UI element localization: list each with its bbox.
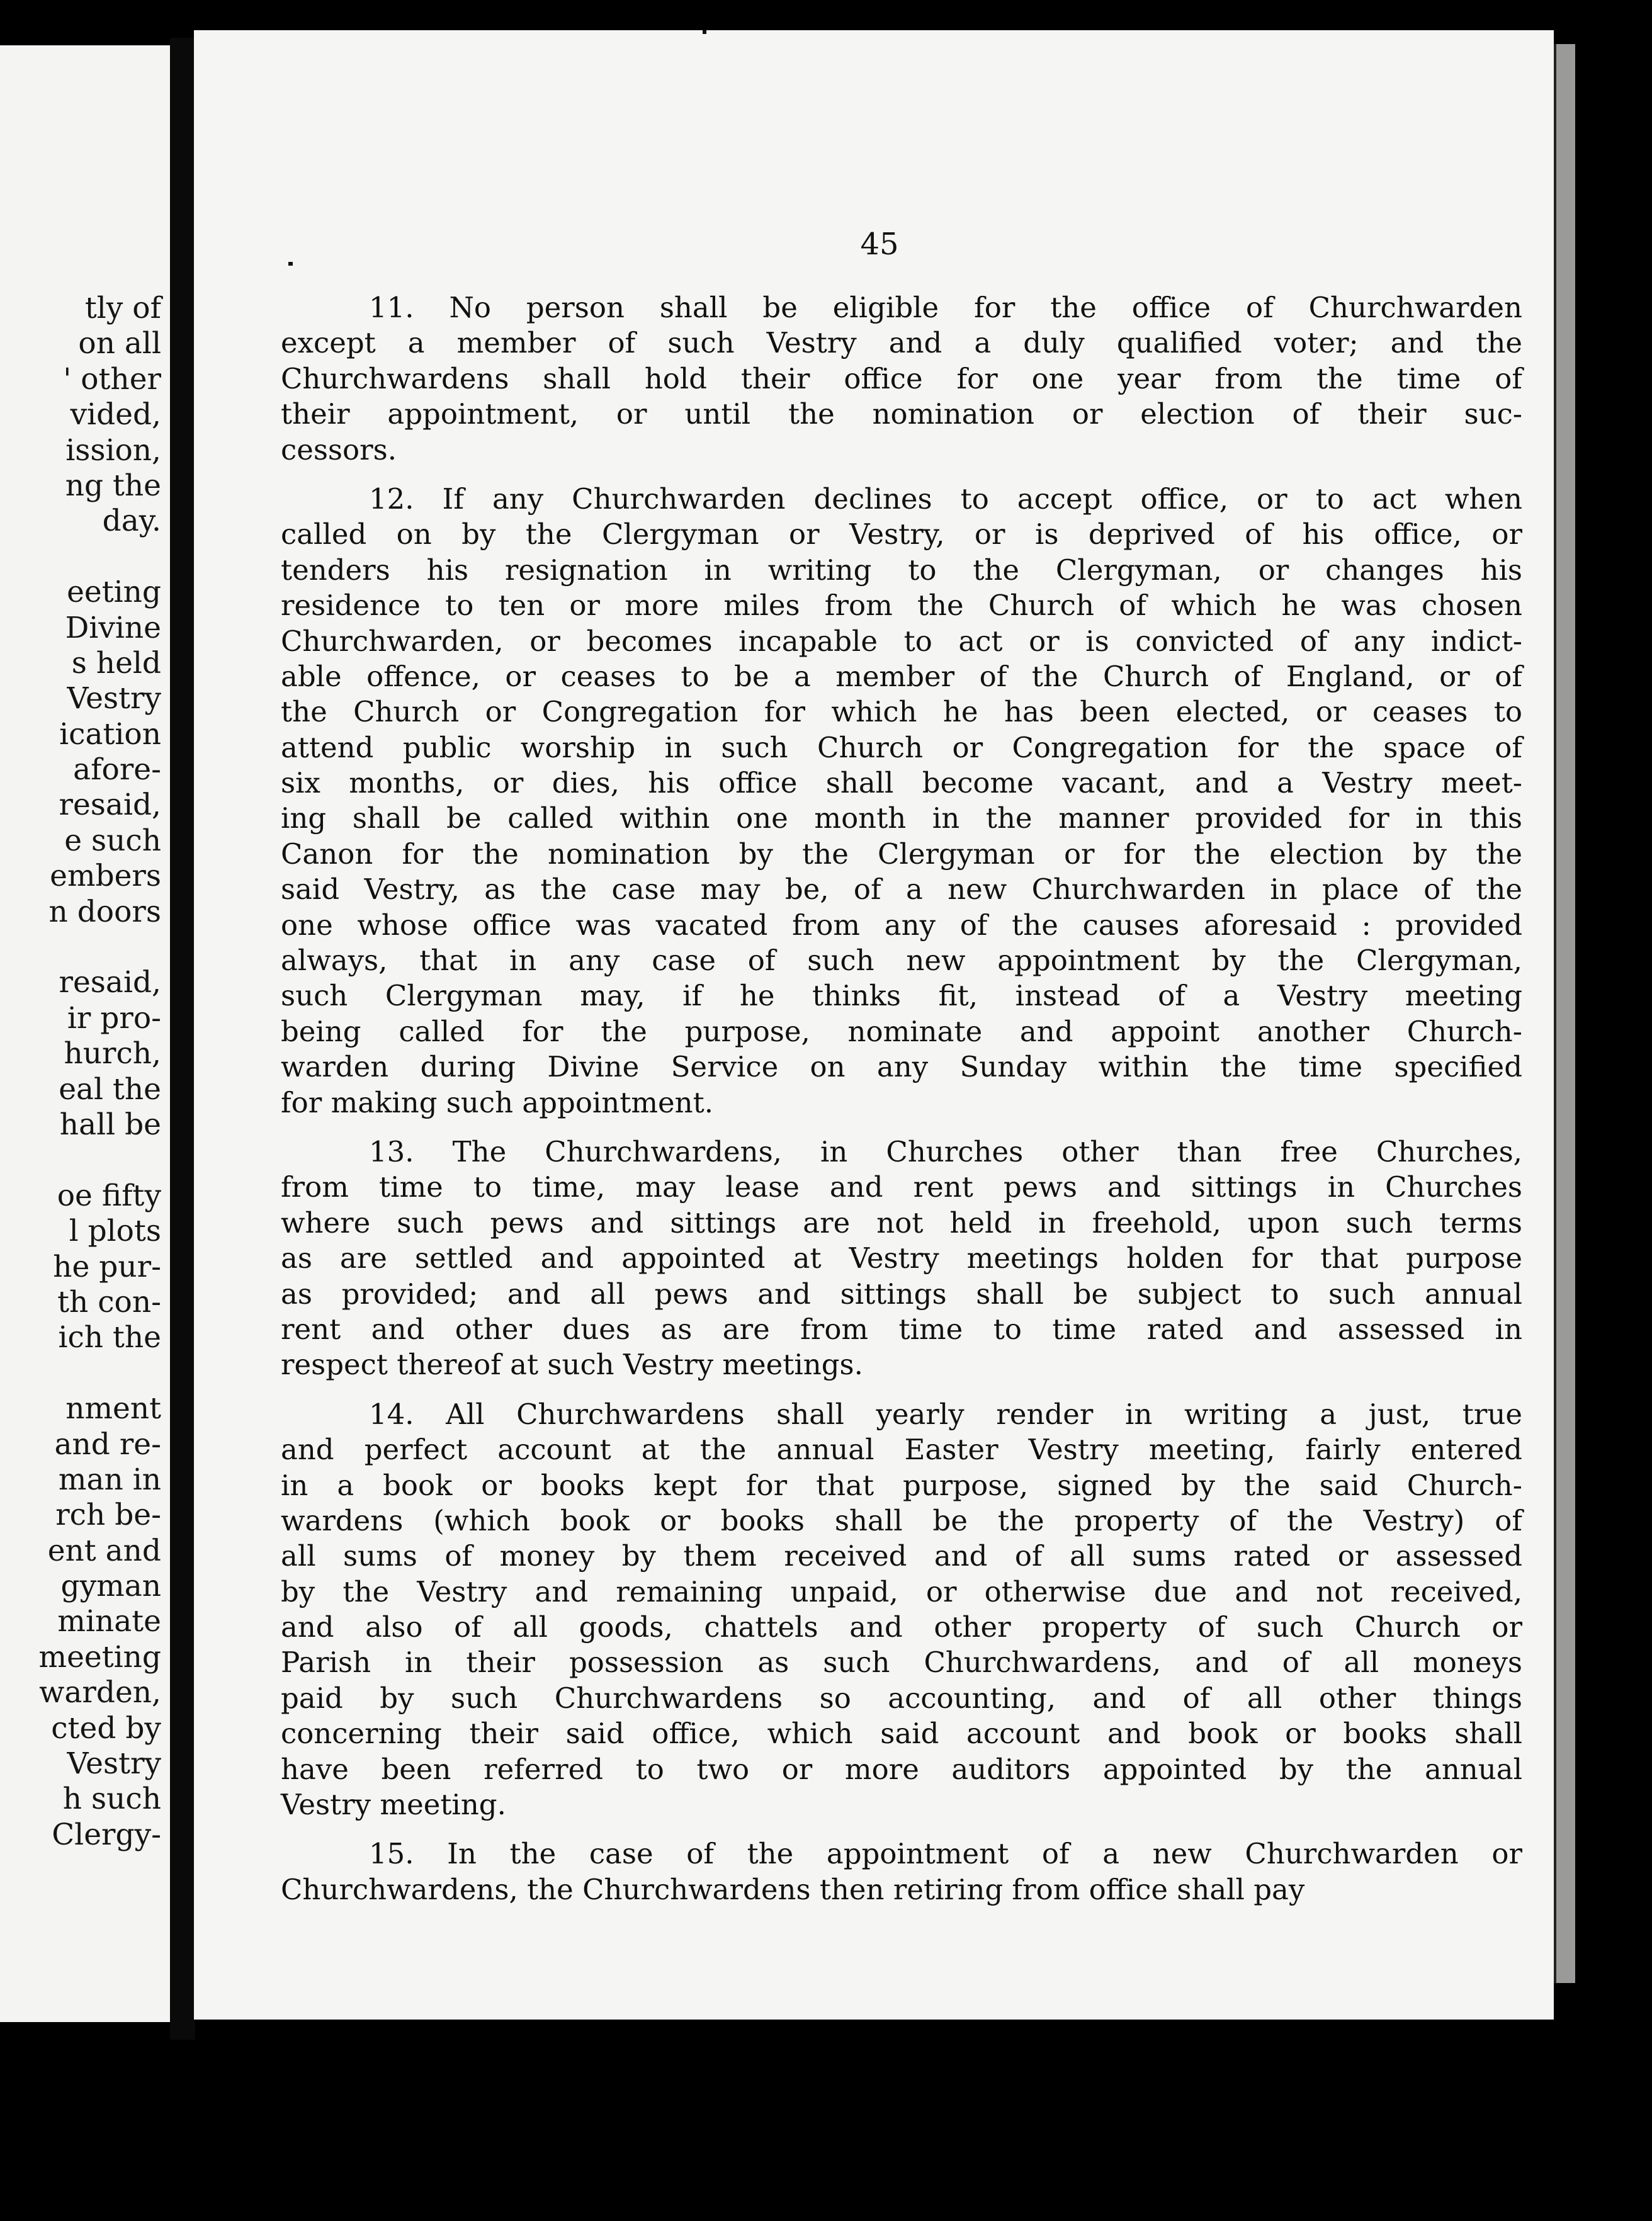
facing-page-line-text: minate: [57, 1604, 161, 1639]
facing-page-line: [0, 752, 170, 788]
text-line: 14. All Churchwardens shall yearly render in writing a just, true: [369, 1397, 1522, 1431]
facing-page-line-text: s held: [71, 645, 161, 681]
facing-page-line-text: afore-: [73, 752, 161, 788]
text-line: being called for the purpose, nominate and appoint another Church-: [281, 1014, 1522, 1048]
text-line: warden during Divine Service on any Sunday within the time specified: [281, 1050, 1522, 1084]
facing-page-line-text: Clergy-: [52, 1817, 161, 1852]
facing-page-line-text: Vestry: [67, 681, 161, 716]
facing-page-line-text: embers: [50, 859, 161, 894]
facing-page-line-text: ng the: [65, 468, 161, 503]
text-line: for making such appointment.: [281, 1085, 714, 1119]
text-line: as are settled and appointed at Vestry meetings holden for that purpose: [281, 1241, 1522, 1275]
facing-page-line: [0, 859, 170, 894]
text-line: 11. No person shall be eligible for the office of Churchwarden: [369, 291, 1522, 324]
page-45: [194, 30, 1554, 2020]
facing-page-line: [0, 1001, 170, 1036]
text-line: Parish in their possession as such Churchwardens, and of all moneys: [281, 1646, 1522, 1680]
facing-page-line: [0, 823, 170, 859]
facing-page-line-text: day.: [102, 504, 161, 539]
text-line: residence to ten or more miles from the Church of which he was chosen: [281, 589, 1522, 623]
facing-page-line-text: ission,: [65, 432, 161, 468]
facing-page-line-text: resaid,: [59, 965, 161, 1000]
canon-paragraph-14: [281, 1397, 1522, 1823]
facing-page-line-text: nment: [65, 1391, 161, 1427]
facing-page-line-text: th con-: [57, 1284, 161, 1320]
facing-page-line-text: warden,: [39, 1675, 161, 1710]
text-line: rent and other dues as are from time to time rated and assessed in: [281, 1312, 1522, 1346]
facing-page-line: [0, 1604, 170, 1639]
facing-page-line-text: gyman: [60, 1569, 161, 1604]
facing-page-line: [0, 1427, 170, 1462]
facing-page-line: [0, 1072, 170, 1107]
facing-page-line: [0, 1107, 170, 1143]
facing-page-line: [0, 1143, 170, 1178]
text-line: as provided; and all pews and sittings shall be subject to such annual: [281, 1277, 1522, 1311]
facing-page-line: [0, 1534, 170, 1569]
facing-page-line-text: ication: [59, 716, 161, 752]
facing-page-line: [0, 540, 170, 575]
facing-page-line: [0, 717, 170, 752]
facing-page-line: [0, 1817, 170, 1853]
text-line: 12. If any Churchwarden declines to accept office, or to act when: [369, 482, 1522, 516]
facing-page-line: [0, 326, 170, 361]
facing-page-line-text: hall be: [59, 1107, 161, 1142]
facing-page-line: [0, 1462, 170, 1498]
facing-page-line-text: n doors: [48, 894, 161, 929]
facing-page-line-text: and re-: [54, 1427, 161, 1462]
text-line: all sums of money by them received and of all sums rated or assessed: [281, 1539, 1522, 1573]
facing-page-line: [0, 1391, 170, 1427]
text-line: Churchwardens, the Churchwardens then retiring from office shall pay: [281, 1872, 1305, 1906]
text-line: except a member of such Vestry and a duly qualified voter; and the: [281, 326, 1522, 360]
facing-page-left: [0, 45, 170, 2022]
text-line: in a book or books kept for that purpose, signed by the said Church-: [281, 1468, 1522, 1502]
speck-mark: [288, 262, 293, 266]
facing-page-line-text: Divine: [65, 610, 161, 645]
canon-text-body: [281, 290, 1522, 1907]
facing-page-line-text: eeting: [67, 575, 161, 610]
facing-page-line-text: tly of: [84, 291, 161, 325]
text-line: by the Vestry and remaining unpaid, or otherwise due and not received,: [281, 1574, 1522, 1608]
text-line: wardens (which book or books shall be the property of the Vestry) of: [281, 1503, 1522, 1537]
facing-page-line-text: he pur-: [53, 1249, 161, 1284]
facing-page-line: [0, 1250, 170, 1285]
text-line: have been referred to two or more auditors appointed by the annual: [281, 1752, 1522, 1786]
text-line: their appointment, or until the nomination or election of their suc-: [281, 397, 1522, 431]
facing-page-line: [0, 1214, 170, 1249]
canon-paragraph-11: [281, 290, 1522, 468]
facing-page-line: [0, 1569, 170, 1604]
canon-paragraph-15: [281, 1836, 1522, 1907]
page-fore-edge: [1554, 44, 1575, 1983]
facing-page-line: [0, 681, 170, 716]
text-line: said Vestry, as the case may be, of a new Churchwarden in place of the: [281, 873, 1522, 907]
facing-page-line: [0, 1640, 170, 1675]
facing-page-line-text: eal the: [59, 1071, 161, 1107]
text-line: attend public worship in such Church or Congregation for the space of: [281, 730, 1522, 764]
book-gutter: [170, 38, 195, 2040]
facing-page-line: [0, 1711, 170, 1746]
facing-page-line-text: vided,: [70, 397, 161, 432]
text-line: one whose office was vacated from any of the causes aforesaid : provided: [281, 908, 1522, 942]
facing-page-line: [0, 1356, 170, 1391]
facing-page-line-text: e such: [64, 823, 161, 858]
text-line: 13. The Churchwardens, in Churches other than free Churches,: [369, 1134, 1522, 1168]
facing-page-line-text: hurch,: [64, 1036, 161, 1071]
facing-page-line: [0, 1782, 170, 1817]
text-line: Churchwarden, or becomes incapable to act or is convicted of any indict-: [281, 624, 1522, 658]
facing-page-line: [0, 1498, 170, 1533]
text-line: cessors.: [281, 432, 397, 466]
text-line: six months, or dies, his office shall become vacant, and a Vestry meet-: [281, 766, 1522, 800]
canon-paragraph-12: [281, 482, 1522, 1121]
text-line: 15. In the case of the appointment of a new Churchwarden or: [369, 1837, 1522, 1871]
facing-page-line: [0, 611, 170, 646]
facing-page-line: [0, 433, 170, 468]
facing-page-line-text: oe fifty: [57, 1178, 161, 1213]
facing-page-line-text: ' other: [63, 361, 161, 397]
text-line: Canon for the nomination by the Clergyman or for the election by the: [281, 837, 1522, 871]
text-line: Churchwardens shall hold their office for one year from the time of: [281, 361, 1522, 395]
facing-page-line-text: cted by: [51, 1710, 161, 1746]
facing-page-line: [0, 291, 170, 326]
text-line: able offence, or ceases to be a member of the Church of England, or of: [281, 659, 1522, 693]
speck-mark: [703, 30, 706, 34]
facing-page-line-text: meeting: [38, 1639, 161, 1675]
facing-page-line-text: man in: [58, 1462, 161, 1497]
facing-page-line-text: ich the: [58, 1320, 161, 1355]
facing-page-line: [0, 1036, 170, 1071]
facing-page-line: [0, 397, 170, 432]
facing-page-line-ends: [0, 291, 170, 1853]
text-line: concerning their said office, which said account and book or books shall: [281, 1717, 1522, 1751]
text-line: always, that in any case of such new appointment by the Clergyman,: [281, 944, 1522, 978]
facing-page-line: [0, 788, 170, 823]
page-number: 45: [860, 227, 899, 262]
text-line: ing shall be called within one month in the manner provided for in this: [281, 801, 1522, 835]
text-line: the Church or Congregation for which he has been elected, or ceases to: [281, 695, 1522, 729]
facing-page-line: [0, 362, 170, 397]
facing-page-line: [0, 504, 170, 539]
facing-page-line-text: resaid,: [59, 788, 161, 823]
text-line: such Clergyman may, if he thinks fit, instead of a Vestry meeting: [281, 979, 1522, 1013]
facing-page-line-text: rch be-: [55, 1498, 161, 1533]
facing-page-line-text: on all: [78, 326, 161, 361]
facing-page-line-text: h such: [62, 1782, 161, 1817]
facing-page-line: [0, 1320, 170, 1355]
text-line: called on by the Clergyman or Vestry, or is deprived of his office, or: [281, 517, 1522, 551]
text-line: and perfect account at the annual Easter Vestry meeting, fairly entered: [281, 1433, 1522, 1467]
canon-paragraph-13: [281, 1134, 1522, 1383]
facing-page-line: [0, 1675, 170, 1710]
text-line: respect thereof at such Vestry meetings.: [281, 1348, 863, 1382]
facing-page-line: [0, 468, 170, 504]
facing-page-line: [0, 1746, 170, 1782]
text-line: where such pews and sittings are not held in freehold, upon such terms: [281, 1206, 1522, 1240]
text-line: tenders his resignation in writing to the Clergyman, or changes his: [281, 553, 1522, 587]
text-line: Vestry meeting.: [281, 1788, 506, 1822]
facing-page-line: [0, 930, 170, 965]
facing-page-line-text: Vestry: [67, 1746, 161, 1782]
facing-page-line: [0, 575, 170, 610]
facing-page-line: [0, 965, 170, 1000]
text-line: and also of all goods, chattels and other property of such Church or: [281, 1610, 1522, 1644]
facing-page-line: [0, 1285, 170, 1320]
facing-page-line-text: ent and: [47, 1533, 161, 1568]
facing-page-line-text: ir pro-: [67, 1000, 161, 1036]
facing-page-line: [0, 1178, 170, 1214]
text-line: paid by such Churchwardens so accounting, and of all other things: [281, 1681, 1522, 1715]
facing-page-line: [0, 895, 170, 930]
facing-page-line: [0, 646, 170, 681]
facing-page-line-text: l plots: [69, 1214, 161, 1249]
text-line: from time to time, may lease and rent pews and sittings in Churches: [281, 1170, 1522, 1204]
